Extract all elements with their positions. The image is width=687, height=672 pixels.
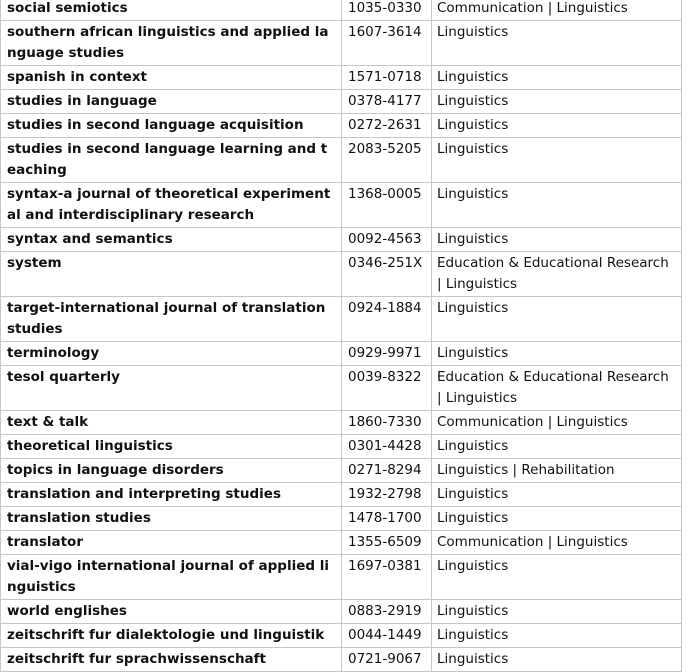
table-row <box>1 483 682 507</box>
issn-cell: 1355-6509 <box>342 531 432 555</box>
journal-title-cell: syntax and semantics <box>1 228 342 252</box>
issn-cell: 0271-8294 <box>342 459 432 483</box>
issn-cell: 1368-0005 <box>342 183 432 228</box>
journal-title-cell: zeitschrift fur sprachwissenschaft <box>1 648 342 672</box>
category-cell: Linguistics <box>432 435 682 459</box>
category-cell: Education & Educational Research | Linguistics <box>432 366 682 411</box>
table-row <box>1 531 682 555</box>
table-row <box>1 555 682 600</box>
table-row <box>1 0 682 21</box>
category-cell: Linguistics <box>432 483 682 507</box>
table-row <box>1 252 682 297</box>
table-row <box>1 138 682 183</box>
issn-cell: 0039-8322 <box>342 366 432 411</box>
journal-title-cell: syntax-a journal of theoretical experimental and interdisciplinary research <box>1 183 342 228</box>
journal-title-cell: studies in second language acquisition <box>1 114 342 138</box>
issn-cell: 0272-2631 <box>342 114 432 138</box>
journal-title-cell: vial-vigo international journal of applied linguistics <box>1 555 342 600</box>
issn-cell: 0883-2919 <box>342 600 432 624</box>
table-row <box>1 648 682 672</box>
category-cell: Linguistics | Rehabilitation <box>432 459 682 483</box>
journal-table-body <box>1 0 682 672</box>
journal-title-cell: spanish in context <box>1 66 342 90</box>
issn-cell: 1860-7330 <box>342 411 432 435</box>
journal-title-cell: translator <box>1 531 342 555</box>
issn-cell: 1571-0718 <box>342 66 432 90</box>
journal-title-cell: zeitschrift fur dialektologie und linguistik <box>1 624 342 648</box>
issn-cell: 0346-251X <box>342 252 432 297</box>
category-cell: Linguistics <box>432 648 682 672</box>
journal-title-cell: translation and interpreting studies <box>1 483 342 507</box>
journal-title-cell: translation studies <box>1 507 342 531</box>
category-cell: Linguistics <box>432 114 682 138</box>
category-cell: Linguistics <box>432 507 682 531</box>
journal-title-cell: studies in language <box>1 90 342 114</box>
table-row <box>1 366 682 411</box>
category-cell: Linguistics <box>432 90 682 114</box>
issn-cell: 0301-4428 <box>342 435 432 459</box>
category-cell: Linguistics <box>432 624 682 648</box>
table-row <box>1 624 682 648</box>
table-row <box>1 600 682 624</box>
journal-title-cell: social semiotics <box>1 0 342 21</box>
issn-cell: 2083-5205 <box>342 138 432 183</box>
table-row <box>1 459 682 483</box>
issn-cell: 1607-3614 <box>342 21 432 66</box>
category-cell: Communication | Linguistics <box>432 411 682 435</box>
issn-cell: 0929-9971 <box>342 342 432 366</box>
journal-title-cell: theoretical linguistics <box>1 435 342 459</box>
category-cell: Linguistics <box>432 138 682 183</box>
journal-title-cell: text & talk <box>1 411 342 435</box>
category-cell: Linguistics <box>432 183 682 228</box>
category-cell: Linguistics <box>432 600 682 624</box>
journal-title-cell: studies in second language learning and teaching <box>1 138 342 183</box>
issn-cell: 1697-0381 <box>342 555 432 600</box>
category-cell: Linguistics <box>432 228 682 252</box>
table-row <box>1 114 682 138</box>
table-row <box>1 411 682 435</box>
category-cell: Linguistics <box>432 555 682 600</box>
table-row <box>1 507 682 531</box>
table-row <box>1 21 682 66</box>
category-cell: Linguistics <box>432 297 682 342</box>
journal-title-cell: world englishes <box>1 600 342 624</box>
table-row <box>1 90 682 114</box>
journal-title-cell: tesol quarterly <box>1 366 342 411</box>
issn-cell: 0721-9067 <box>342 648 432 672</box>
category-cell: Communication | Linguistics <box>432 531 682 555</box>
journal-title-cell: southern african linguistics and applied language studies <box>1 21 342 66</box>
table-row <box>1 66 682 90</box>
journal-title-cell: system <box>1 252 342 297</box>
journal-title-cell: terminology <box>1 342 342 366</box>
table-row <box>1 342 682 366</box>
issn-cell: 1932-2798 <box>342 483 432 507</box>
category-cell: Linguistics <box>432 342 682 366</box>
table-row <box>1 228 682 252</box>
category-cell: Linguistics <box>432 66 682 90</box>
table-row <box>1 183 682 228</box>
journal-title-cell: topics in language disorders <box>1 459 342 483</box>
issn-cell: 0092-4563 <box>342 228 432 252</box>
issn-cell: 0924-1884 <box>342 297 432 342</box>
journal-title-cell: target-international journal of translation studies <box>1 297 342 342</box>
category-cell: Education & Educational Research | Linguistics <box>432 252 682 297</box>
category-cell: Linguistics <box>432 21 682 66</box>
issn-cell: 1478-1700 <box>342 507 432 531</box>
table-row <box>1 297 682 342</box>
issn-cell: 0378-4177 <box>342 90 432 114</box>
issn-cell: 1035-0330 <box>342 0 432 21</box>
table-row <box>1 435 682 459</box>
issn-cell: 0044-1449 <box>342 624 432 648</box>
category-cell: Communication | Linguistics <box>432 0 682 21</box>
